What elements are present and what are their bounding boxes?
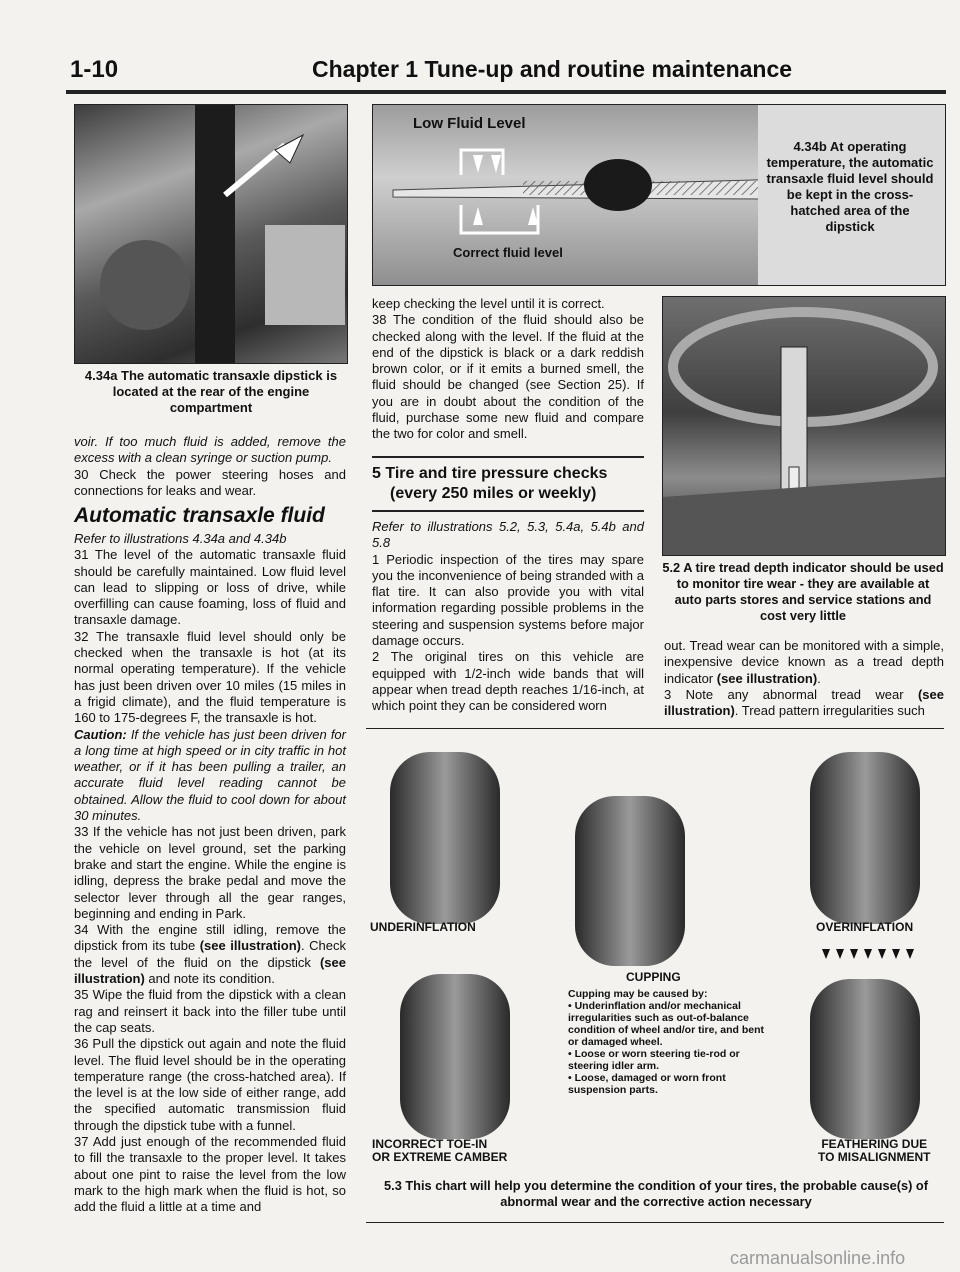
section-5-rule-bottom xyxy=(372,510,644,512)
column-1-main xyxy=(74,531,346,1215)
paragraph-5-2-continued xyxy=(664,638,944,687)
label-low-fluid-level: Low Fluid Level xyxy=(413,115,526,132)
caution-paragraph xyxy=(74,727,346,825)
tire-underinflation xyxy=(390,752,500,924)
column-2-top xyxy=(372,296,644,443)
caution-label: Caution: xyxy=(74,726,127,742)
p34-text-c: and note its condition. xyxy=(144,971,275,987)
tire-toe-in xyxy=(400,974,510,1139)
cupping-bullet-3: • Loose, damaged or worn front suspension parts. xyxy=(568,1072,726,1096)
arrows-overinflation xyxy=(822,949,914,959)
figure-53-chart xyxy=(370,734,944,1174)
label-toe-in-line-1: INCORRECT TOE-IN xyxy=(372,1137,488,1151)
p34-text-a: 34 With the engine still idling, remove the dipstick from its tube xyxy=(74,922,346,954)
figure-434b-photo xyxy=(372,104,946,286)
label-feathering-line-1: FEATHERING DUE xyxy=(821,1137,928,1151)
col3-ref-1: (see illustration) xyxy=(716,670,818,686)
column-1-top xyxy=(74,434,346,499)
tire-center xyxy=(575,796,685,966)
tire-feathering xyxy=(810,979,920,1139)
page-number: 1-10 xyxy=(70,56,119,83)
label-toe-in-line-2: OR EXTREME CAMBER xyxy=(372,1150,508,1164)
figure-434b-caption: 4.34b At operating temperature, the automatic transaxle fluid level should be kept in the cross-hatched area of the dipstick xyxy=(766,139,934,234)
label-correct-fluid-level: Correct fluid level xyxy=(453,245,563,260)
chapter-title: Chapter 1 Tune-up and routine maintenance xyxy=(312,56,793,82)
cupping-notes xyxy=(568,988,764,1096)
paragraph-36: 36 Pull the dipstick out again and note the fluid level. The fluid level should be in the operating temperature range (the cross-hatched area). If the level is at the low side of either range, add the specified automatic transmission fluid through the dipstick tube with a funnel. xyxy=(74,1036,346,1133)
label-feathering-line-2: TO MISALIGNMENT xyxy=(818,1150,931,1164)
figure-434a-photo xyxy=(74,104,348,364)
cupping-bullet-2: • Loose or worn steering tie-rod or steering idler arm. xyxy=(568,1048,740,1072)
column-2-main xyxy=(372,519,644,715)
paragraph-5-1: 1 Periodic inspection of the tires may spare you the inconvenience of being stranded with a flat tire. It can also provide you with vital information regarding possible problems in the steering and suspension systems before major damage occurs. xyxy=(372,551,644,649)
p34-ref-1: (see illustration) xyxy=(199,938,302,954)
paragraph-33: 33 If the vehicle has not just been driven, park the vehicle on level ground, set the parking brake and start the engine. While the engine is idling, depress the brake pedal and move the selector lever through all the gear ranges, beginning and ending in Park. xyxy=(74,824,346,921)
paragraph-34 xyxy=(74,922,346,987)
label-cupping: CUPPING xyxy=(626,970,681,984)
section-5-title-line-1: 5 Tire and tire pressure checks xyxy=(372,465,608,482)
refer-illustrations-5: Refer to illustrations 5.2, 5.3, 5.4a, 5.4b and 5.8 xyxy=(372,519,644,551)
figure-53-rule-bottom xyxy=(366,1222,944,1223)
paragraph-5-2: 2 The original tires on this vehicle are equipped with 1/2-inch wide bands that will appear when tread depth reaches 1/16-inch, at which point they can be considered worn xyxy=(372,649,644,714)
paragraph-32: 32 The transaxle fluid level should only be checked when the transaxle is hot (at its normal operating temperature). If the vehicle has just been driven over 10 miles (15 miles in a frigid climate), and the fluid temperature is 160 to 175-degrees F, the transaxle is hot. xyxy=(74,628,346,726)
label-underinflation: UNDERINFLATION xyxy=(370,920,476,934)
p34-text-b: . Check the level of the fluid on the dipstick xyxy=(74,938,346,970)
paragraph-30: 30 Check the power steering hoses and connections for leaks and wear. xyxy=(74,466,346,498)
figure-52-caption: 5.2 A tire tread depth indicator should be used to monitor tire wear - they are available at auto parts stores and service stations and cost very little xyxy=(662,560,944,623)
label-toe-in xyxy=(372,1138,507,1164)
watermark: carmanualsonline.info xyxy=(730,1248,906,1268)
col3-ref-2: (see illustration) xyxy=(664,686,944,719)
subheading-automatic-transaxle-fluid: Automatic transaxle fluid xyxy=(74,504,325,527)
paragraph-35: 35 Wipe the fluid from the dipstick with a clean rag and reinsert it back into the filler tube until the cap seats. xyxy=(74,987,346,1035)
label-overinflation: OVERINFLATION xyxy=(816,920,914,934)
section-5-title-line-2: (every 250 miles or weekly) xyxy=(390,485,597,502)
figure-434a-caption: 4.34a The automatic transaxle dipstick is located at the rear of the engine compartment xyxy=(84,368,338,415)
label-feathering xyxy=(818,1138,930,1164)
column-3-main xyxy=(664,638,944,719)
figure-52-photo xyxy=(662,296,946,556)
col3-text-c: 3 Note any abnormal tread wear xyxy=(664,686,918,702)
engine-illustration xyxy=(75,105,347,363)
tire-overinflation xyxy=(810,752,920,924)
cupping-intro: Cupping may be caused by: xyxy=(568,988,708,1000)
figure-53-rule-top xyxy=(366,728,944,729)
col3-text-d: . Tread pattern irregularities such xyxy=(734,703,925,719)
caution-text: If the vehicle has just been driven for a long time at high speed or in city traffic in hot weather, or if it has been pulling a trailer, an accurate fluid level reading cannot be obtained. Allow the fluid to cool down for about 30 minutes. xyxy=(74,726,346,824)
p34-ref-2: (see illustration) xyxy=(74,954,346,987)
section-5-rule-top xyxy=(372,456,644,458)
refer-illustrations-4: Refer to illustrations 4.34a and 4.34b xyxy=(74,531,287,546)
paragraph-38: 38 The condition of the fluid should also be checked along with the level. If the fluid at the end of the dipstick is black or a dark reddish brown color, or if it emits a burned smell, the fluid should be changed (see Section 25). If you are in doubt about the condition of the fluid, purchase some new fluid and compare the two for color and smell. xyxy=(372,312,644,442)
figure-53-caption: 5.3 This chart will help you determine the condition of your tires, the probable cause(s) of abnormal wear and the corrective action necessary xyxy=(384,1178,928,1209)
col3-text-b: . xyxy=(817,670,821,686)
cupping-bullet-1: • Underinflation and/or mechanical irregularities such as out-of-balance condition of wheel and/or tire, and bent or damaged wheel. xyxy=(568,1000,765,1048)
paragraph-37-continued: keep checking the level until it is correct. xyxy=(372,296,605,311)
paragraph-37: 37 Add just enough of the recommended fluid to fill the transaxle to the proper level. It takes about one pint to raise the level from the low mark to the high mark when the fluid is hot, so add the fluid a little at a time and xyxy=(74,1133,346,1215)
tread-depth-illustration xyxy=(663,297,945,555)
paragraph-5-3 xyxy=(664,687,944,720)
tire-wear-illustration xyxy=(370,734,944,1174)
col3-text-a: out. Tread wear can be monitored with a simple, inexpensive device known as a tread depth indicator xyxy=(664,638,944,686)
header-rule xyxy=(66,90,946,94)
section-5-heading xyxy=(372,464,644,504)
paragraph-31: 31 The level of the automatic transaxle fluid should be carefully maintained. Low fluid level can lead to slipping or loss of drive, while overfilling can cause foaming, loss of fluid and transaxle damage. xyxy=(74,547,346,628)
paragraph-29-continued: voir. If too much fluid is added, remove the excess with a clean syringe or suction pump. xyxy=(74,434,346,466)
